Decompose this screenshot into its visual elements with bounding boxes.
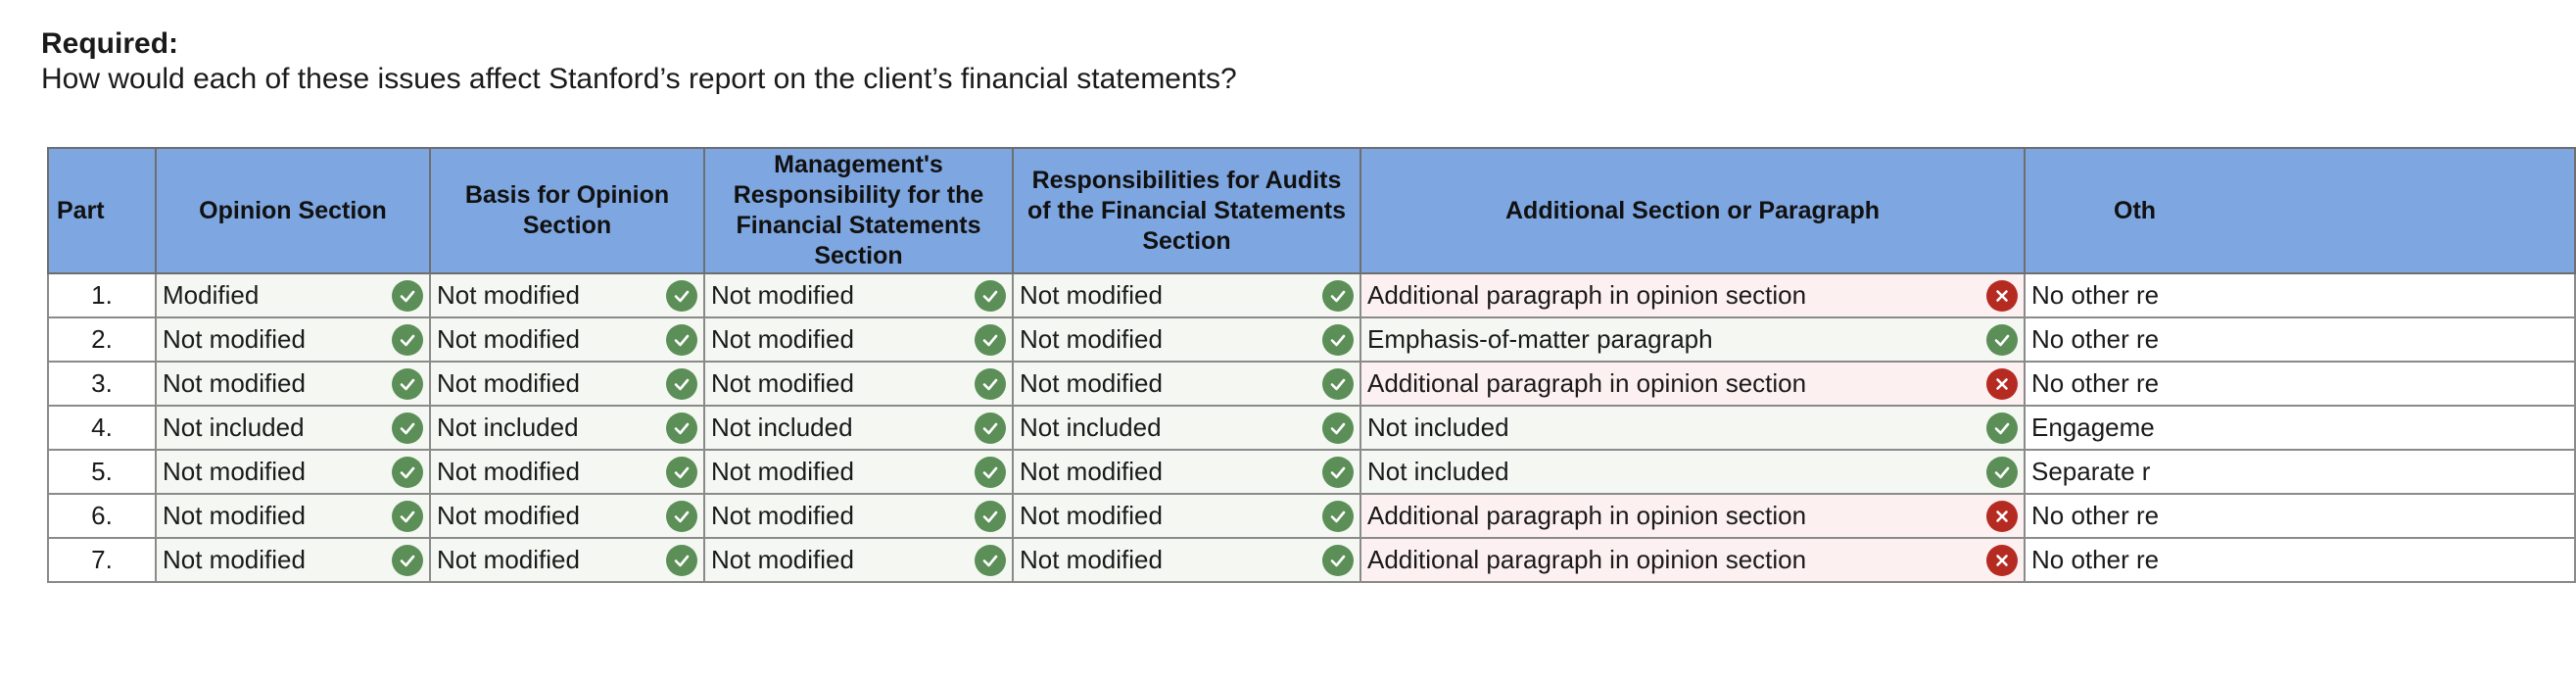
answer-value: Not modified	[1020, 457, 1163, 486]
answer-cell-other	[2025, 450, 2575, 494]
check-circle-icon	[666, 324, 697, 356]
answer-value: Not modified	[1020, 501, 1163, 530]
answer-value: Not modified	[1020, 545, 1163, 574]
answer-cell-auditor-responsibilities[interactable]	[1013, 273, 1360, 317]
check-circle-icon	[392, 413, 423, 444]
column-header-additional-section: Additional Section or Paragraph	[1360, 148, 2025, 273]
answer-cell-opinion-section[interactable]	[156, 317, 430, 362]
check-circle-icon	[666, 280, 697, 312]
answer-value: Not modified	[711, 280, 854, 310]
check-circle-icon	[975, 501, 1006, 532]
answer-cell-additional-section[interactable]	[1360, 406, 2025, 450]
answer-value: Additional paragraph in opinion section	[1367, 280, 1807, 310]
answer-value: No other re	[2031, 280, 2160, 310]
answer-value: Not modified	[711, 501, 854, 530]
answer-value: Not modified	[437, 280, 580, 310]
check-circle-icon	[975, 545, 1006, 576]
check-circle-icon	[666, 457, 697, 488]
check-circle-icon	[392, 501, 423, 532]
answer-value: Not modified	[1020, 324, 1163, 354]
answer-cell-opinion-section[interactable]	[156, 494, 430, 538]
check-circle-icon	[1986, 413, 2018, 444]
answer-cell-management-responsibility[interactable]	[704, 362, 1013, 406]
answer-value: Not modified	[711, 545, 854, 574]
answer-cell-opinion-section[interactable]	[156, 450, 430, 494]
table-row	[48, 494, 2575, 538]
part-number: 6.	[48, 494, 156, 538]
answer-value: Not modified	[711, 457, 854, 486]
answer-value: Not modified	[437, 368, 580, 398]
answer-value: Not modified	[1020, 368, 1163, 398]
check-circle-icon	[1322, 280, 1354, 312]
check-circle-icon	[975, 280, 1006, 312]
answer-value: Not modified	[163, 501, 306, 530]
answer-cell-basis-for-opinion[interactable]	[430, 317, 704, 362]
column-header-management-responsibility: Management's Responsibility for the Financial Statements Section	[704, 148, 1013, 273]
check-circle-icon	[392, 324, 423, 356]
table-body	[48, 273, 2575, 582]
answer-cell-additional-section[interactable]	[1360, 362, 2025, 406]
check-circle-icon	[392, 457, 423, 488]
required-label: Required:	[41, 27, 179, 60]
answer-cell-additional-section[interactable]	[1360, 273, 2025, 317]
table-row	[48, 406, 2575, 450]
answer-value: Not modified	[163, 324, 306, 354]
column-header-other: Oth	[2025, 148, 2575, 273]
answer-cell-auditor-responsibilities[interactable]	[1013, 450, 1360, 494]
answer-cell-management-responsibility[interactable]	[704, 406, 1013, 450]
answer-value: Not included	[1367, 457, 1509, 486]
answer-value: No other re	[2031, 324, 2160, 354]
answer-cell-other	[2025, 273, 2575, 317]
column-header-opinion-section: Opinion Section	[156, 148, 430, 273]
answer-value: Modified	[163, 280, 260, 310]
answer-value: Not included	[1367, 413, 1509, 442]
check-circle-icon	[1986, 457, 2018, 488]
x-circle-icon	[1986, 545, 2018, 576]
answer-cell-other	[2025, 406, 2575, 450]
answer-value: No other re	[2031, 545, 2160, 574]
answer-cell-basis-for-opinion[interactable]	[430, 494, 704, 538]
answer-cell-auditor-responsibilities[interactable]	[1013, 317, 1360, 362]
check-circle-icon	[1322, 368, 1354, 400]
header-row	[48, 148, 2575, 273]
answer-cell-basis-for-opinion[interactable]	[430, 406, 704, 450]
answer-cell-management-responsibility[interactable]	[704, 273, 1013, 317]
check-circle-icon	[975, 324, 1006, 356]
check-circle-icon	[1322, 413, 1354, 444]
answer-cell-auditor-responsibilities[interactable]	[1013, 538, 1360, 582]
x-circle-icon	[1986, 501, 2018, 532]
table-row	[48, 538, 2575, 582]
answer-cell-opinion-section[interactable]	[156, 406, 430, 450]
answer-value: Not modified	[711, 368, 854, 398]
answer-cell-opinion-section[interactable]	[156, 273, 430, 317]
table-row	[48, 362, 2575, 406]
check-circle-icon	[1322, 324, 1354, 356]
answer-value: Not included	[1020, 413, 1162, 442]
answer-cell-basis-for-opinion[interactable]	[430, 450, 704, 494]
check-circle-icon	[1322, 501, 1354, 532]
answer-cell-management-responsibility[interactable]	[704, 538, 1013, 582]
answer-value: Not included	[711, 413, 853, 442]
answer-cell-opinion-section[interactable]	[156, 362, 430, 406]
answer-value: Separate r	[2031, 457, 2151, 486]
check-circle-icon	[975, 457, 1006, 488]
answer-cell-basis-for-opinion[interactable]	[430, 273, 704, 317]
answer-cell-opinion-section[interactable]	[156, 538, 430, 582]
answer-value: No other re	[2031, 368, 2160, 398]
check-circle-icon	[1322, 545, 1354, 576]
answer-value: No other re	[2031, 501, 2160, 530]
column-header-auditor-responsibilities: Responsibilities for Audits of the Financial Statements Section	[1013, 148, 1360, 273]
answer-value: Not included	[437, 413, 579, 442]
check-circle-icon	[666, 413, 697, 444]
check-circle-icon	[1986, 324, 2018, 356]
answer-value: Not modified	[437, 324, 580, 354]
part-number: 2.	[48, 317, 156, 362]
answer-cell-other	[2025, 494, 2575, 538]
answer-cell-auditor-responsibilities[interactable]	[1013, 406, 1360, 450]
column-header-basis-for-opinion: Basis for Opinion Section	[430, 148, 704, 273]
column-header-part: Part	[48, 148, 156, 273]
answer-value: Not modified	[163, 457, 306, 486]
answer-value: Not modified	[711, 324, 854, 354]
check-circle-icon	[666, 501, 697, 532]
answer-cell-auditor-responsibilities[interactable]	[1013, 362, 1360, 406]
answer-cell-other	[2025, 362, 2575, 406]
answer-value: Additional paragraph in opinion section	[1367, 501, 1807, 530]
answer-cell-additional-section[interactable]	[1360, 450, 2025, 494]
answer-table-container[interactable]	[47, 147, 2160, 598]
check-circle-icon	[975, 368, 1006, 400]
answer-cell-management-responsibility[interactable]	[704, 450, 1013, 494]
part-number: 1.	[48, 273, 156, 317]
answer-value: Not modified	[163, 545, 306, 574]
answer-value: Not included	[163, 413, 305, 442]
part-number: 7.	[48, 538, 156, 582]
part-number: 4.	[48, 406, 156, 450]
x-circle-icon	[1986, 280, 2018, 312]
answer-cell-basis-for-opinion[interactable]	[430, 362, 704, 406]
answer-cell-other	[2025, 538, 2575, 582]
check-circle-icon	[392, 545, 423, 576]
part-number: 3.	[48, 362, 156, 406]
table-row	[48, 273, 2575, 317]
check-circle-icon	[392, 368, 423, 400]
answer-value: Engageme	[2031, 413, 2155, 442]
question-text: How would each of these issues affect Stanford’s report on the client’s financial statements?	[41, 63, 1237, 95]
part-number: 5.	[48, 450, 156, 494]
answer-value: Emphasis-of-matter paragraph	[1367, 324, 1713, 354]
answer-value: Not modified	[1020, 280, 1163, 310]
answer-cell-additional-section[interactable]	[1360, 538, 2025, 582]
check-circle-icon	[666, 368, 697, 400]
answer-cell-additional-section[interactable]	[1360, 317, 2025, 362]
check-circle-icon	[392, 280, 423, 312]
answer-value: Additional paragraph in opinion section	[1367, 545, 1807, 574]
check-circle-icon	[1322, 457, 1354, 488]
answer-value: Not modified	[437, 457, 580, 486]
answer-value: Not modified	[437, 545, 580, 574]
answer-value: Additional paragraph in opinion section	[1367, 368, 1807, 398]
check-circle-icon	[975, 413, 1006, 444]
answer-cell-management-responsibility[interactable]	[704, 494, 1013, 538]
answer-cell-management-responsibility[interactable]	[704, 317, 1013, 362]
answer-value: Not modified	[437, 501, 580, 530]
answer-table	[47, 147, 2576, 583]
table-row	[48, 450, 2575, 494]
answer-cell-additional-section[interactable]	[1360, 494, 2025, 538]
answer-cell-auditor-responsibilities[interactable]	[1013, 494, 1360, 538]
answer-value: Not modified	[163, 368, 306, 398]
answer-cell-basis-for-opinion[interactable]	[430, 538, 704, 582]
check-circle-icon	[666, 545, 697, 576]
answer-cell-other	[2025, 317, 2575, 362]
table-row	[48, 317, 2575, 362]
x-circle-icon	[1986, 368, 2018, 400]
